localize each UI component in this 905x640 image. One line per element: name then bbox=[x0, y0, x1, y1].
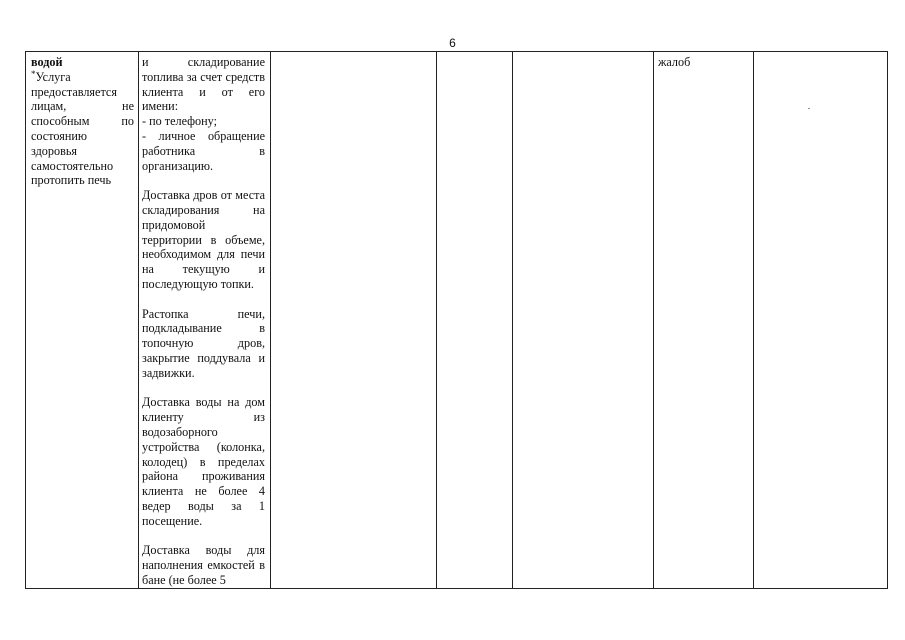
scan-speck bbox=[808, 108, 810, 109]
content-paragraph: и складирование топлива за счет средств клиента и от его имени: bbox=[142, 55, 265, 114]
service-table bbox=[25, 51, 888, 589]
column-divider bbox=[512, 52, 513, 588]
column-divider bbox=[653, 52, 654, 588]
column-divider bbox=[138, 52, 139, 588]
content-item: Доставка воды для наполнения емкостей в бане (не более 5 bbox=[142, 543, 265, 587]
column-divider bbox=[753, 52, 754, 588]
footnote-mark: * bbox=[31, 68, 36, 79]
content-paragraph: - по телефону; bbox=[142, 114, 217, 129]
content-item: Доставка воды на дом клиенту из водозаборного устройства (колонка, колодец) в пределах района проживания клиента не более 4 ведер воды за 1 посещение. bbox=[142, 395, 265, 528]
content-paragraph: - личное обращение работника в организацию. bbox=[142, 128, 265, 173]
column-divider bbox=[436, 52, 437, 588]
service-note: Услуга предоставляется лицам, не способным по состоянию здоровья самостоятельно протопить печь bbox=[31, 69, 134, 188]
content-item: Растопка печи, подкладывание в топочную дров, закрытие поддувала и задвижки. bbox=[142, 306, 265, 380]
cell-service-content bbox=[142, 55, 265, 588]
page-number: 6 bbox=[449, 36, 456, 50]
cell-complaints: жалоб bbox=[658, 55, 691, 69]
cell-service-name bbox=[31, 55, 134, 188]
column-divider bbox=[270, 52, 271, 588]
service-name-heading: водой bbox=[31, 55, 63, 69]
content-item: Доставка дров от места складирования на придомовой территории в объеме, необходимом для печи на текущую и последующую топки. bbox=[142, 188, 265, 291]
